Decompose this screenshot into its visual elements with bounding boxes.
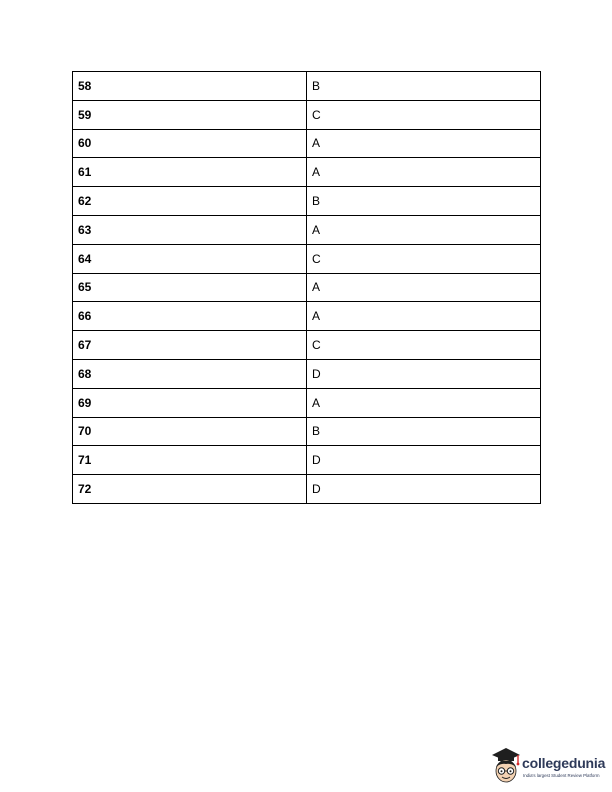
answer-cell: A <box>307 129 541 158</box>
answer-cell: A <box>307 388 541 417</box>
table-row <box>73 100 541 129</box>
question-number-cell: 67 <box>73 331 307 360</box>
question-number-cell: 72 <box>73 475 307 504</box>
question-number-cell: 61 <box>73 158 307 187</box>
logo-wordmark: collegedunia <box>522 755 606 771</box>
answer-cell: C <box>307 244 541 273</box>
question-number-cell: 66 <box>73 302 307 331</box>
table-row <box>73 302 541 331</box>
answer-cell: B <box>307 72 541 101</box>
table-row <box>73 388 541 417</box>
answer-cell: B <box>307 187 541 216</box>
question-number-cell: 64 <box>73 244 307 273</box>
answer-cell: C <box>307 100 541 129</box>
answer-cell: A <box>307 215 541 244</box>
question-number-cell: 71 <box>73 446 307 475</box>
question-number-cell: 70 <box>73 417 307 446</box>
table-row <box>73 244 541 273</box>
table-row <box>73 187 541 216</box>
answer-cell: C <box>307 331 541 360</box>
answer-cell: B <box>307 417 541 446</box>
question-number-cell: 59 <box>73 100 307 129</box>
question-number-cell: 69 <box>73 388 307 417</box>
collegedunia-logo <box>489 743 609 787</box>
table-row <box>73 359 541 388</box>
logo-tagline: India's largest Student Review Platform <box>523 773 600 778</box>
question-number-cell: 65 <box>73 273 307 302</box>
answer-key-table <box>72 71 541 504</box>
answer-cell: A <box>307 158 541 187</box>
table-row <box>73 215 541 244</box>
question-number-cell: 62 <box>73 187 307 216</box>
question-number-cell: 60 <box>73 129 307 158</box>
answer-cell: D <box>307 446 541 475</box>
table-row <box>73 331 541 360</box>
table-row <box>73 72 541 101</box>
question-number-cell: 63 <box>73 215 307 244</box>
answer-cell: D <box>307 359 541 388</box>
table-row <box>73 129 541 158</box>
student-mascot-icon <box>489 743 523 787</box>
table-row <box>73 158 541 187</box>
table-row <box>73 475 541 504</box>
answer-cell: A <box>307 302 541 331</box>
answer-cell: A <box>307 273 541 302</box>
answer-cell: D <box>307 475 541 504</box>
question-number-cell: 68 <box>73 359 307 388</box>
answer-table-body <box>73 72 541 504</box>
table-row <box>73 417 541 446</box>
question-number-cell: 58 <box>73 72 307 101</box>
table-row <box>73 273 541 302</box>
table-row <box>73 446 541 475</box>
